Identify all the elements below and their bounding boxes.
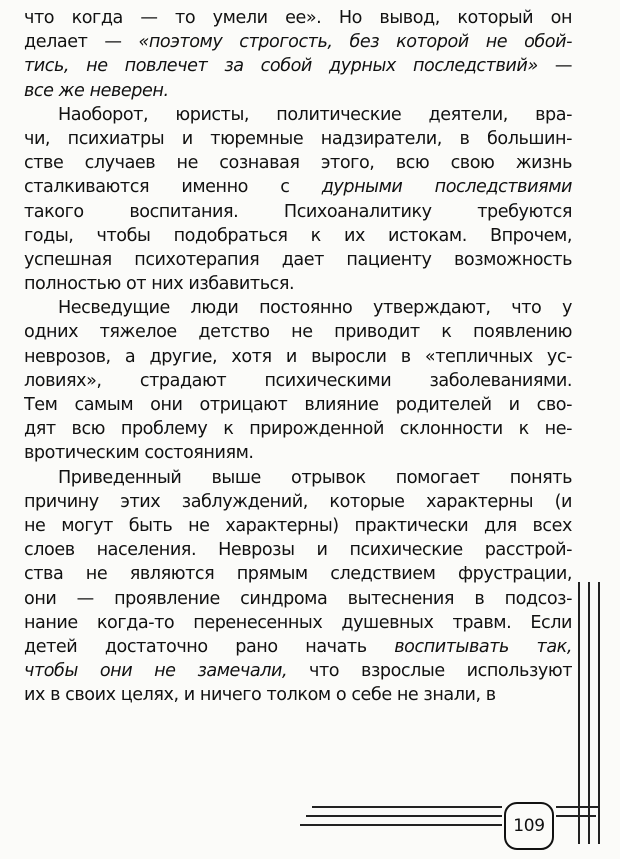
margin-rule-3	[598, 582, 600, 844]
text-line	[24, 103, 572, 127]
text-run: неврозов, а другие, хотя и выросли в «тепличных ус-	[24, 346, 572, 367]
margin-rule-1	[578, 582, 580, 844]
paragraph	[24, 103, 572, 297]
text-line	[24, 272, 572, 296]
text-line	[24, 6, 572, 30]
text-run: одних тяжелое детство не приводит к появлению	[24, 322, 572, 343]
text-run: ловиях», страдают психическими заболеваниями.	[24, 370, 572, 391]
text-run: —	[537, 56, 572, 77]
body-text	[24, 6, 572, 707]
page-number	[504, 802, 554, 850]
paragraph	[24, 296, 572, 465]
margin-rule-2	[588, 582, 590, 844]
text-line	[24, 224, 572, 248]
footer-rule-bottom	[300, 824, 502, 826]
text-run: годы, чтобы подобраться к их истокам. Впрочем,	[24, 225, 572, 246]
footer-rule-top	[312, 806, 502, 808]
text-run: Тем самым они отрицают влияние родителей и сво-	[24, 395, 572, 415]
text-run: стве случаев не сознавая этого, всю свою жизнь	[24, 153, 572, 174]
text-line	[24, 345, 572, 369]
paragraph	[24, 6, 572, 103]
text-run: делает —	[24, 32, 139, 53]
text-run: причину этих заблуждений, которые характерны (и	[24, 491, 572, 512]
text-line	[24, 514, 572, 538]
text-run: Приведенный выше отрывок помогает понять	[58, 467, 572, 488]
text-line	[24, 369, 572, 393]
text-line	[24, 151, 572, 175]
text-line	[24, 79, 572, 103]
text-line	[24, 296, 572, 320]
text-run: сталкиваются именно с	[24, 177, 322, 198]
text-run: ства не являются прямым следствием фрустрации,	[24, 564, 572, 585]
text-run: нание когда-то перенесенных душевных травм. Если	[24, 612, 572, 633]
text-run: дят всю проблему к прирожденной склонности к не-	[24, 419, 572, 440]
footer-rule-right-2	[556, 815, 596, 817]
text-line	[24, 683, 572, 707]
text-line	[24, 441, 572, 465]
paragraph	[24, 466, 572, 708]
italic-text: все же неверен.	[24, 80, 169, 101]
text-run: вротическим состояниям.	[24, 443, 254, 464]
footer-rule-middle	[306, 815, 502, 817]
text-line	[24, 248, 572, 272]
text-line	[24, 659, 572, 683]
text-run: такого воспитания. Психоаналитику требуются	[24, 201, 572, 222]
text-run: что взрослые используют	[287, 661, 572, 682]
text-line	[24, 611, 572, 635]
text-line	[24, 635, 572, 659]
italic-text: чтобы они не замечали,	[24, 661, 288, 682]
text-line	[24, 417, 572, 441]
italic-text: воспитывать так,	[394, 636, 572, 657]
italic-text: «поэтому строгость, без которой не обой-	[138, 32, 572, 53]
text-run: слоев населения. Неврозы и психические расстрой-	[24, 540, 572, 561]
text-line	[24, 562, 572, 586]
italic-text: тись, не повлечет за собой дурных последствий»	[24, 56, 538, 77]
text-run: чи, психиатры и тюремные надзиратели, в большин-	[24, 128, 572, 149]
text-line	[24, 200, 572, 224]
italic-text: дурными последствиями	[321, 177, 572, 198]
page-number-text: 109	[513, 816, 545, 836]
text-line	[24, 587, 572, 611]
text-run: что когда — то умели ее». Но вывод, который он	[24, 8, 572, 28]
text-run: их в своих целях, и ничего толком о себе не знали, в	[24, 685, 496, 706]
text-line	[24, 54, 572, 78]
text-run: Наоборот, юристы, политические деятели, вра-	[58, 104, 572, 125]
text-line	[24, 127, 572, 151]
text-run: полностью от них избавиться.	[24, 274, 295, 295]
text-run: они — проявление синдрома вытеснения в подсоз-	[24, 588, 572, 609]
text-line	[24, 30, 572, 54]
text-run: успешная психотерапия дает пациенту возможность	[24, 249, 572, 270]
text-line	[24, 538, 572, 562]
text-run: Несведущие люди постоянно утверждают, что у	[58, 298, 572, 319]
text-line	[24, 490, 572, 514]
text-line	[24, 393, 572, 417]
text-line	[24, 175, 572, 199]
text-line	[24, 466, 572, 490]
text-line	[24, 320, 572, 344]
text-run: детей достаточно рано начать	[24, 636, 395, 657]
text-run: не могут быть не характерны) практически для всех	[24, 515, 572, 536]
